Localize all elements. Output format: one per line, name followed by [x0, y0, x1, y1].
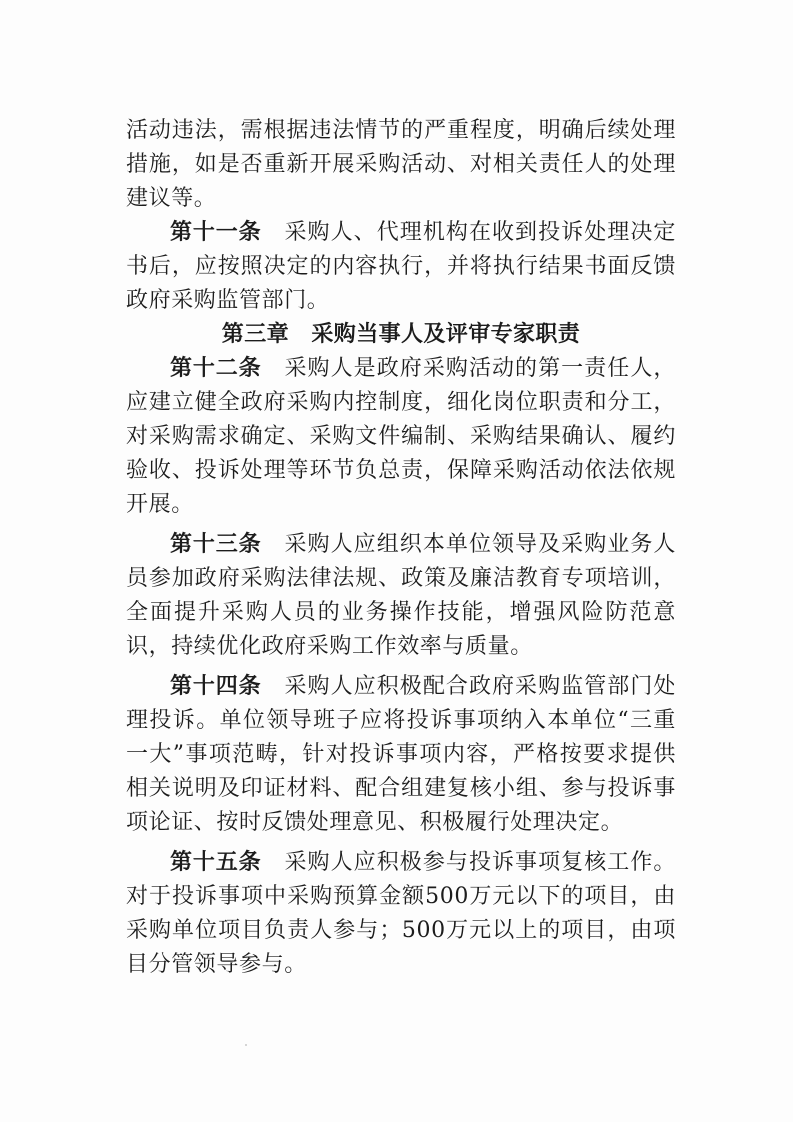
- chapter-3-title: 第三章 采购当事人及评审专家职责: [221, 322, 581, 347]
- article-15-number: 第十五条: [170, 850, 262, 875]
- article-15-text: 采购人应积极参与投诉事项复核工作。对于投诉事项中采购预算金额500万元以下的项目，由采购单位项目负责人参与；500万元以上的项目，由项目分管领导参与。: [126, 850, 676, 977]
- article-11: [126, 216, 676, 318]
- article-13-text: 采购人应组织本单位领导及采购业务人员参加政府采购法律法规、政策及廉洁教育专项培训，全面提升采购人员的业务操作技能，增强风险防范意识，持续优化政府采购工作效率与质量。: [126, 532, 676, 659]
- article-14-number: 第十四条: [170, 674, 262, 699]
- article-14-text: 采购人应积极配合政府采购监管部门处理投诉。单位领导班子应将投诉事项纳入本单位“三重一大”事项范畴，针对投诉事项内容，严格按要求提供相关说明及印证材料、配合组建复核小组、参与投诉事项论证、按时反馈处理意见、积极履行处理决定。: [126, 674, 676, 835]
- article-14: [126, 670, 676, 840]
- document-body: [126, 114, 676, 982]
- scan-speck: [245, 1044, 247, 1046]
- article-12-text: 采购人是政府采购活动的第一责任人，应建立健全政府采购内控制度，细化岗位职责和分工，对采购需求确定、采购文件编制、采购结果确认、履约验收、投诉处理等环节负总责，保障采购活动依法依规开展。: [126, 356, 676, 517]
- article-11-text: 采购人、代理机构在收到投诉处理决定书后，应按照决定的内容执行，并将执行结果书面反馈政府采购监管部门。: [126, 220, 676, 313]
- article-13: [126, 528, 676, 664]
- article-13-number: 第十三条: [170, 532, 262, 557]
- article-12-number: 第十二条: [170, 356, 262, 381]
- article-11-number: 第十一条: [170, 220, 262, 245]
- article-12: [126, 352, 676, 522]
- continuation-text: 活动违法，需根据违法情节的严重程度，明确后续处理措施，如是否重新开展采购活动、对相关责任人的处理建议等。: [126, 118, 676, 211]
- article-15: [126, 846, 676, 982]
- continuation-paragraph: [126, 114, 676, 216]
